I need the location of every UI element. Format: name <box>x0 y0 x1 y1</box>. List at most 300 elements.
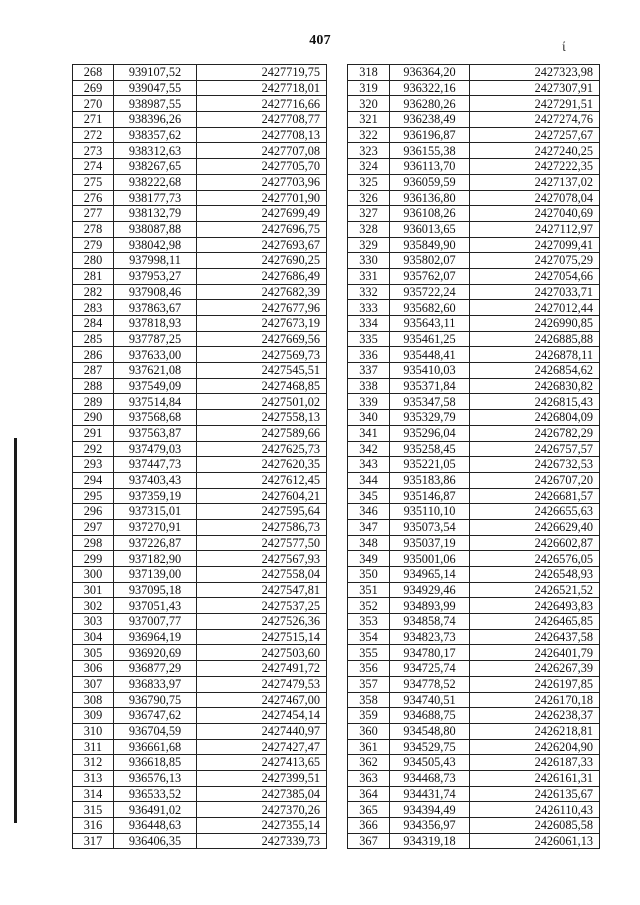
point-number-cell: 293 <box>73 457 114 473</box>
table-row <box>348 629 600 645</box>
x-coordinate-cell: 935802,07 <box>390 253 470 269</box>
y-coordinate-cell: 2427707,08 <box>197 143 327 159</box>
y-coordinate-cell: 2426521,52 <box>470 582 600 598</box>
table-row <box>348 65 600 81</box>
table-row <box>73 472 327 488</box>
x-coordinate-cell: 936790,75 <box>114 692 197 708</box>
x-coordinate-cell: 934893,99 <box>390 598 470 614</box>
y-coordinate-cell: 2426629,40 <box>470 519 600 535</box>
y-coordinate-cell: 2426465,85 <box>470 614 600 630</box>
x-coordinate-cell: 937139,00 <box>114 567 197 583</box>
x-coordinate-cell: 934431,74 <box>390 786 470 802</box>
point-number-cell: 306 <box>73 661 114 677</box>
point-number-cell: 313 <box>73 770 114 786</box>
point-number-cell: 296 <box>73 504 114 520</box>
table-row <box>73 739 327 755</box>
x-coordinate-cell: 938042,98 <box>114 237 197 253</box>
x-coordinate-cell: 936704,59 <box>114 723 197 739</box>
point-number-cell: 286 <box>73 347 114 363</box>
y-coordinate-cell: 2427708,13 <box>197 127 327 143</box>
point-number-cell: 348 <box>348 535 390 551</box>
point-number-cell: 283 <box>73 300 114 316</box>
point-number-cell: 275 <box>73 174 114 190</box>
y-coordinate-cell: 2427545,51 <box>197 363 327 379</box>
point-number-cell: 344 <box>348 472 390 488</box>
y-coordinate-cell: 2426990,85 <box>470 316 600 332</box>
point-number-cell: 338 <box>348 378 390 394</box>
point-number-cell: 364 <box>348 786 390 802</box>
point-number-cell: 270 <box>73 96 114 112</box>
x-coordinate-cell: 936576,13 <box>114 770 197 786</box>
table-row <box>348 268 600 284</box>
point-number-cell: 312 <box>73 755 114 771</box>
x-coordinate-cell: 937998,11 <box>114 253 197 269</box>
x-coordinate-cell: 935682,60 <box>390 300 470 316</box>
x-coordinate-cell: 937549,09 <box>114 378 197 394</box>
y-coordinate-cell: 2427222,35 <box>470 159 600 175</box>
x-coordinate-cell: 934505,43 <box>390 755 470 771</box>
y-coordinate-cell: 2426707,20 <box>470 472 600 488</box>
y-coordinate-cell: 2427274,76 <box>470 112 600 128</box>
x-coordinate-cell: 936920,69 <box>114 645 197 661</box>
point-number-cell: 342 <box>348 441 390 457</box>
x-coordinate-cell: 938132,79 <box>114 206 197 222</box>
point-number-cell: 278 <box>73 221 114 237</box>
table-row <box>73 394 327 410</box>
y-coordinate-cell: 2427075,29 <box>470 253 600 269</box>
y-coordinate-cell: 2427339,73 <box>197 833 327 849</box>
point-number-cell: 299 <box>73 551 114 567</box>
point-number-cell: 337 <box>348 363 390 379</box>
y-coordinate-cell: 2426170,18 <box>470 692 600 708</box>
y-coordinate-cell: 2426238,37 <box>470 708 600 724</box>
point-number-cell: 333 <box>348 300 390 316</box>
x-coordinate-cell: 934780,17 <box>390 645 470 661</box>
point-number-cell: 356 <box>348 661 390 677</box>
x-coordinate-cell: 937621,08 <box>114 363 197 379</box>
table-row <box>73 661 327 677</box>
point-number-cell: 298 <box>73 535 114 551</box>
x-coordinate-cell: 934468,73 <box>390 770 470 786</box>
y-coordinate-cell: 2427696,75 <box>197 221 327 237</box>
table-row <box>73 629 327 645</box>
y-coordinate-cell: 2427307,91 <box>470 80 600 96</box>
y-coordinate-cell: 2427620,35 <box>197 457 327 473</box>
table-row <box>348 300 600 316</box>
x-coordinate-cell: 937359,19 <box>114 488 197 504</box>
y-coordinate-cell: 2427625,73 <box>197 441 327 457</box>
table-row <box>348 551 600 567</box>
table-row <box>73 504 327 520</box>
x-coordinate-cell: 936833,97 <box>114 676 197 692</box>
x-coordinate-cell: 934529,75 <box>390 739 470 755</box>
table-row <box>348 174 600 190</box>
x-coordinate-cell: 935296,04 <box>390 425 470 441</box>
table-body <box>73 65 327 849</box>
x-coordinate-cell: 938987,55 <box>114 96 197 112</box>
point-number-cell: 285 <box>73 331 114 347</box>
table-row <box>348 363 600 379</box>
point-number-cell: 291 <box>73 425 114 441</box>
point-number-cell: 297 <box>73 519 114 535</box>
point-number-cell: 304 <box>73 629 114 645</box>
point-number-cell: 365 <box>348 802 390 818</box>
point-number-cell: 357 <box>348 676 390 692</box>
point-number-cell: 272 <box>73 127 114 143</box>
point-number-cell: 346 <box>348 504 390 520</box>
x-coordinate-cell: 936280,26 <box>390 96 470 112</box>
y-coordinate-cell: 2427701,90 <box>197 190 327 206</box>
coordinates-table-left <box>72 64 327 849</box>
point-number-cell: 276 <box>73 190 114 206</box>
point-number-cell: 366 <box>348 818 390 834</box>
table-row <box>73 425 327 441</box>
x-coordinate-cell: 936747,62 <box>114 708 197 724</box>
table-row <box>348 723 600 739</box>
table-row <box>348 221 600 237</box>
table-row <box>348 488 600 504</box>
point-number-cell: 280 <box>73 253 114 269</box>
y-coordinate-cell: 2427040,69 <box>470 206 600 222</box>
y-coordinate-cell: 2427589,66 <box>197 425 327 441</box>
y-coordinate-cell: 2427577,50 <box>197 535 327 551</box>
y-coordinate-cell: 2427323,98 <box>470 65 600 81</box>
y-coordinate-cell: 2426854,62 <box>470 363 600 379</box>
y-coordinate-cell: 2426655,63 <box>470 504 600 520</box>
margin-rule <box>14 438 17 823</box>
y-coordinate-cell: 2426757,57 <box>470 441 600 457</box>
table-row <box>348 237 600 253</box>
x-coordinate-cell: 938222,68 <box>114 174 197 190</box>
x-coordinate-cell: 936533,52 <box>114 786 197 802</box>
table-row <box>73 818 327 834</box>
x-coordinate-cell: 935643,11 <box>390 316 470 332</box>
point-number-cell: 305 <box>73 645 114 661</box>
x-coordinate-cell: 936618,85 <box>114 755 197 771</box>
x-coordinate-cell: 934858,74 <box>390 614 470 630</box>
table-row <box>73 645 327 661</box>
point-number-cell: 302 <box>73 598 114 614</box>
table-row <box>348 770 600 786</box>
table-row <box>73 174 327 190</box>
point-number-cell: 351 <box>348 582 390 598</box>
table-row <box>73 692 327 708</box>
y-coordinate-cell: 2426878,11 <box>470 347 600 363</box>
point-number-cell: 328 <box>348 221 390 237</box>
y-coordinate-cell: 2427708,77 <box>197 112 327 128</box>
point-number-cell: 322 <box>348 127 390 143</box>
x-coordinate-cell: 936661,68 <box>114 739 197 755</box>
point-number-cell: 360 <box>348 723 390 739</box>
table-row <box>73 708 327 724</box>
x-coordinate-cell: 936013,65 <box>390 221 470 237</box>
point-number-cell: 269 <box>73 80 114 96</box>
x-coordinate-cell: 937270,91 <box>114 519 197 535</box>
table-row <box>73 221 327 237</box>
table-row <box>348 708 600 724</box>
table-row <box>348 410 600 426</box>
y-coordinate-cell: 2426061,13 <box>470 833 600 849</box>
x-coordinate-cell: 935183,86 <box>390 472 470 488</box>
y-coordinate-cell: 2427291,51 <box>470 96 600 112</box>
y-coordinate-cell: 2427413,65 <box>197 755 327 771</box>
point-number-cell: 300 <box>73 567 114 583</box>
table-row <box>348 80 600 96</box>
table-row <box>73 143 327 159</box>
x-coordinate-cell: 935258,45 <box>390 441 470 457</box>
point-number-cell: 290 <box>73 410 114 426</box>
x-coordinate-cell: 935448,41 <box>390 347 470 363</box>
x-coordinate-cell: 938087,88 <box>114 221 197 237</box>
table-row <box>73 567 327 583</box>
table-row <box>73 457 327 473</box>
x-coordinate-cell: 934356,97 <box>390 818 470 834</box>
point-number-cell: 292 <box>73 441 114 457</box>
point-number-cell: 350 <box>348 567 390 583</box>
table-row <box>348 739 600 755</box>
x-coordinate-cell: 935146,87 <box>390 488 470 504</box>
x-coordinate-cell: 935410,03 <box>390 363 470 379</box>
x-coordinate-cell: 934725,74 <box>390 661 470 677</box>
x-coordinate-cell: 937863,67 <box>114 300 197 316</box>
table-row <box>73 331 327 347</box>
point-number-cell: 330 <box>348 253 390 269</box>
table-row <box>73 253 327 269</box>
x-coordinate-cell: 936113,70 <box>390 159 470 175</box>
point-number-cell: 335 <box>348 331 390 347</box>
table-row <box>73 582 327 598</box>
x-coordinate-cell: 935722,24 <box>390 284 470 300</box>
table-row <box>73 159 327 175</box>
table-row <box>348 112 600 128</box>
x-coordinate-cell: 935762,07 <box>390 268 470 284</box>
y-coordinate-cell: 2427370,26 <box>197 802 327 818</box>
point-number-cell: 301 <box>73 582 114 598</box>
point-number-cell: 317 <box>73 833 114 849</box>
y-coordinate-cell: 2427440,97 <box>197 723 327 739</box>
y-coordinate-cell: 2427693,67 <box>197 237 327 253</box>
y-coordinate-cell: 2426110,43 <box>470 802 600 818</box>
x-coordinate-cell: 937007,77 <box>114 614 197 630</box>
x-coordinate-cell: 935347,58 <box>390 394 470 410</box>
x-coordinate-cell: 939047,55 <box>114 80 197 96</box>
x-coordinate-cell: 938312,63 <box>114 143 197 159</box>
x-coordinate-cell: 934548,80 <box>390 723 470 739</box>
x-coordinate-cell: 936364,20 <box>390 65 470 81</box>
x-coordinate-cell: 934965,14 <box>390 567 470 583</box>
y-coordinate-cell: 2426161,31 <box>470 770 600 786</box>
point-number-cell: 307 <box>73 676 114 692</box>
x-coordinate-cell: 934778,52 <box>390 676 470 692</box>
x-coordinate-cell: 937563,87 <box>114 425 197 441</box>
x-coordinate-cell: 937568,68 <box>114 410 197 426</box>
x-coordinate-cell: 934394,49 <box>390 802 470 818</box>
x-coordinate-cell: 935461,25 <box>390 331 470 347</box>
y-coordinate-cell: 2427716,66 <box>197 96 327 112</box>
table-row <box>73 80 327 96</box>
point-number-cell: 355 <box>348 645 390 661</box>
y-coordinate-cell: 2427586,73 <box>197 519 327 535</box>
x-coordinate-cell: 934929,46 <box>390 582 470 598</box>
table-row <box>73 519 327 535</box>
y-coordinate-cell: 2426782,29 <box>470 425 600 441</box>
table-row <box>73 614 327 630</box>
y-coordinate-cell: 2427054,66 <box>470 268 600 284</box>
y-coordinate-cell: 2427240,25 <box>470 143 600 159</box>
point-number-cell: 329 <box>348 237 390 253</box>
table-row <box>73 206 327 222</box>
table-row <box>348 661 600 677</box>
table-row <box>73 802 327 818</box>
point-number-cell: 288 <box>73 378 114 394</box>
point-number-cell: 339 <box>348 394 390 410</box>
x-coordinate-cell: 936238,49 <box>390 112 470 128</box>
y-coordinate-cell: 2426437,58 <box>470 629 600 645</box>
point-number-cell: 362 <box>348 755 390 771</box>
y-coordinate-cell: 2427468,85 <box>197 378 327 394</box>
point-number-cell: 287 <box>73 363 114 379</box>
point-number-cell: 318 <box>348 65 390 81</box>
table-row <box>348 504 600 520</box>
y-coordinate-cell: 2427467,00 <box>197 692 327 708</box>
y-coordinate-cell: 2427033,71 <box>470 284 600 300</box>
table-row <box>348 755 600 771</box>
y-coordinate-cell: 2427703,96 <box>197 174 327 190</box>
y-coordinate-cell: 2426681,57 <box>470 488 600 504</box>
point-number-cell: 349 <box>348 551 390 567</box>
x-coordinate-cell: 936196,87 <box>390 127 470 143</box>
y-coordinate-cell: 2427479,53 <box>197 676 327 692</box>
point-number-cell: 345 <box>348 488 390 504</box>
table-row <box>73 770 327 786</box>
point-number-cell: 273 <box>73 143 114 159</box>
page-number: 407 <box>309 33 331 48</box>
y-coordinate-cell: 2427558,13 <box>197 410 327 426</box>
table-row <box>73 284 327 300</box>
table-row <box>73 112 327 128</box>
y-coordinate-cell: 2426187,33 <box>470 755 600 771</box>
point-number-cell: 321 <box>348 112 390 128</box>
x-coordinate-cell: 934688,75 <box>390 708 470 724</box>
point-number-cell: 316 <box>73 818 114 834</box>
table-row <box>348 645 600 661</box>
table-row <box>348 598 600 614</box>
point-number-cell: 352 <box>348 598 390 614</box>
y-coordinate-cell: 2426135,67 <box>470 786 600 802</box>
point-number-cell: 324 <box>348 159 390 175</box>
point-number-cell: 347 <box>348 519 390 535</box>
y-coordinate-cell: 2427526,36 <box>197 614 327 630</box>
point-number-cell: 271 <box>73 112 114 128</box>
x-coordinate-cell: 936108,26 <box>390 206 470 222</box>
table-row <box>73 488 327 504</box>
table-row <box>73 347 327 363</box>
y-coordinate-cell: 2426218,81 <box>470 723 600 739</box>
y-coordinate-cell: 2426732,53 <box>470 457 600 473</box>
table-row <box>348 347 600 363</box>
x-coordinate-cell: 935001,06 <box>390 551 470 567</box>
y-coordinate-cell: 2426602,87 <box>470 535 600 551</box>
x-coordinate-cell: 937514,84 <box>114 394 197 410</box>
table-row <box>348 457 600 473</box>
x-coordinate-cell: 938396,26 <box>114 112 197 128</box>
table-body <box>348 65 600 849</box>
table-row <box>348 535 600 551</box>
x-coordinate-cell: 937953,27 <box>114 268 197 284</box>
y-coordinate-cell: 2427112,97 <box>470 221 600 237</box>
point-number-cell: 361 <box>348 739 390 755</box>
table-row <box>348 206 600 222</box>
point-number-cell: 295 <box>73 488 114 504</box>
y-coordinate-cell: 2427699,49 <box>197 206 327 222</box>
table-row <box>73 410 327 426</box>
table-row <box>348 582 600 598</box>
point-number-cell: 303 <box>73 614 114 630</box>
point-number-cell: 343 <box>348 457 390 473</box>
y-coordinate-cell: 2426401,79 <box>470 645 600 661</box>
point-number-cell: 279 <box>73 237 114 253</box>
point-number-cell: 359 <box>348 708 390 724</box>
table-row <box>348 284 600 300</box>
x-coordinate-cell: 935371,84 <box>390 378 470 394</box>
table-row <box>348 331 600 347</box>
x-coordinate-cell: 937226,87 <box>114 535 197 551</box>
y-coordinate-cell: 2426085,58 <box>470 818 600 834</box>
y-coordinate-cell: 2426815,43 <box>470 394 600 410</box>
y-coordinate-cell: 2426204,90 <box>470 739 600 755</box>
table-row <box>73 378 327 394</box>
point-number-cell: 353 <box>348 614 390 630</box>
point-number-cell: 363 <box>348 770 390 786</box>
x-coordinate-cell: 936059,59 <box>390 174 470 190</box>
table-row <box>73 786 327 802</box>
y-coordinate-cell: 2427669,56 <box>197 331 327 347</box>
x-coordinate-cell: 938357,62 <box>114 127 197 143</box>
table-row <box>348 676 600 692</box>
x-coordinate-cell: 936322,16 <box>390 80 470 96</box>
point-number-cell: 284 <box>73 316 114 332</box>
y-coordinate-cell: 2427078,04 <box>470 190 600 206</box>
point-number-cell: 277 <box>73 206 114 222</box>
y-coordinate-cell: 2426804,09 <box>470 410 600 426</box>
y-coordinate-cell: 2427567,93 <box>197 551 327 567</box>
table-row <box>73 551 327 567</box>
x-coordinate-cell: 936448,63 <box>114 818 197 834</box>
table-row <box>73 723 327 739</box>
x-coordinate-cell: 937315,01 <box>114 504 197 520</box>
table-row <box>348 253 600 269</box>
y-coordinate-cell: 2427673,19 <box>197 316 327 332</box>
table-row <box>348 378 600 394</box>
y-coordinate-cell: 2427677,96 <box>197 300 327 316</box>
table-row <box>348 96 600 112</box>
y-coordinate-cell: 2427501,02 <box>197 394 327 410</box>
table-row <box>73 65 327 81</box>
y-coordinate-cell: 2426576,05 <box>470 551 600 567</box>
y-coordinate-cell: 2426267,39 <box>470 661 600 677</box>
x-coordinate-cell: 934740,51 <box>390 692 470 708</box>
y-coordinate-cell: 2427718,01 <box>197 80 327 96</box>
point-number-cell: 311 <box>73 739 114 755</box>
y-coordinate-cell: 2427399,51 <box>197 770 327 786</box>
x-coordinate-cell: 935849,90 <box>390 237 470 253</box>
x-coordinate-cell: 935329,79 <box>390 410 470 426</box>
x-coordinate-cell: 936964,19 <box>114 629 197 645</box>
point-number-cell: 309 <box>73 708 114 724</box>
x-coordinate-cell: 937182,90 <box>114 551 197 567</box>
table-row <box>348 786 600 802</box>
x-coordinate-cell: 937447,73 <box>114 457 197 473</box>
